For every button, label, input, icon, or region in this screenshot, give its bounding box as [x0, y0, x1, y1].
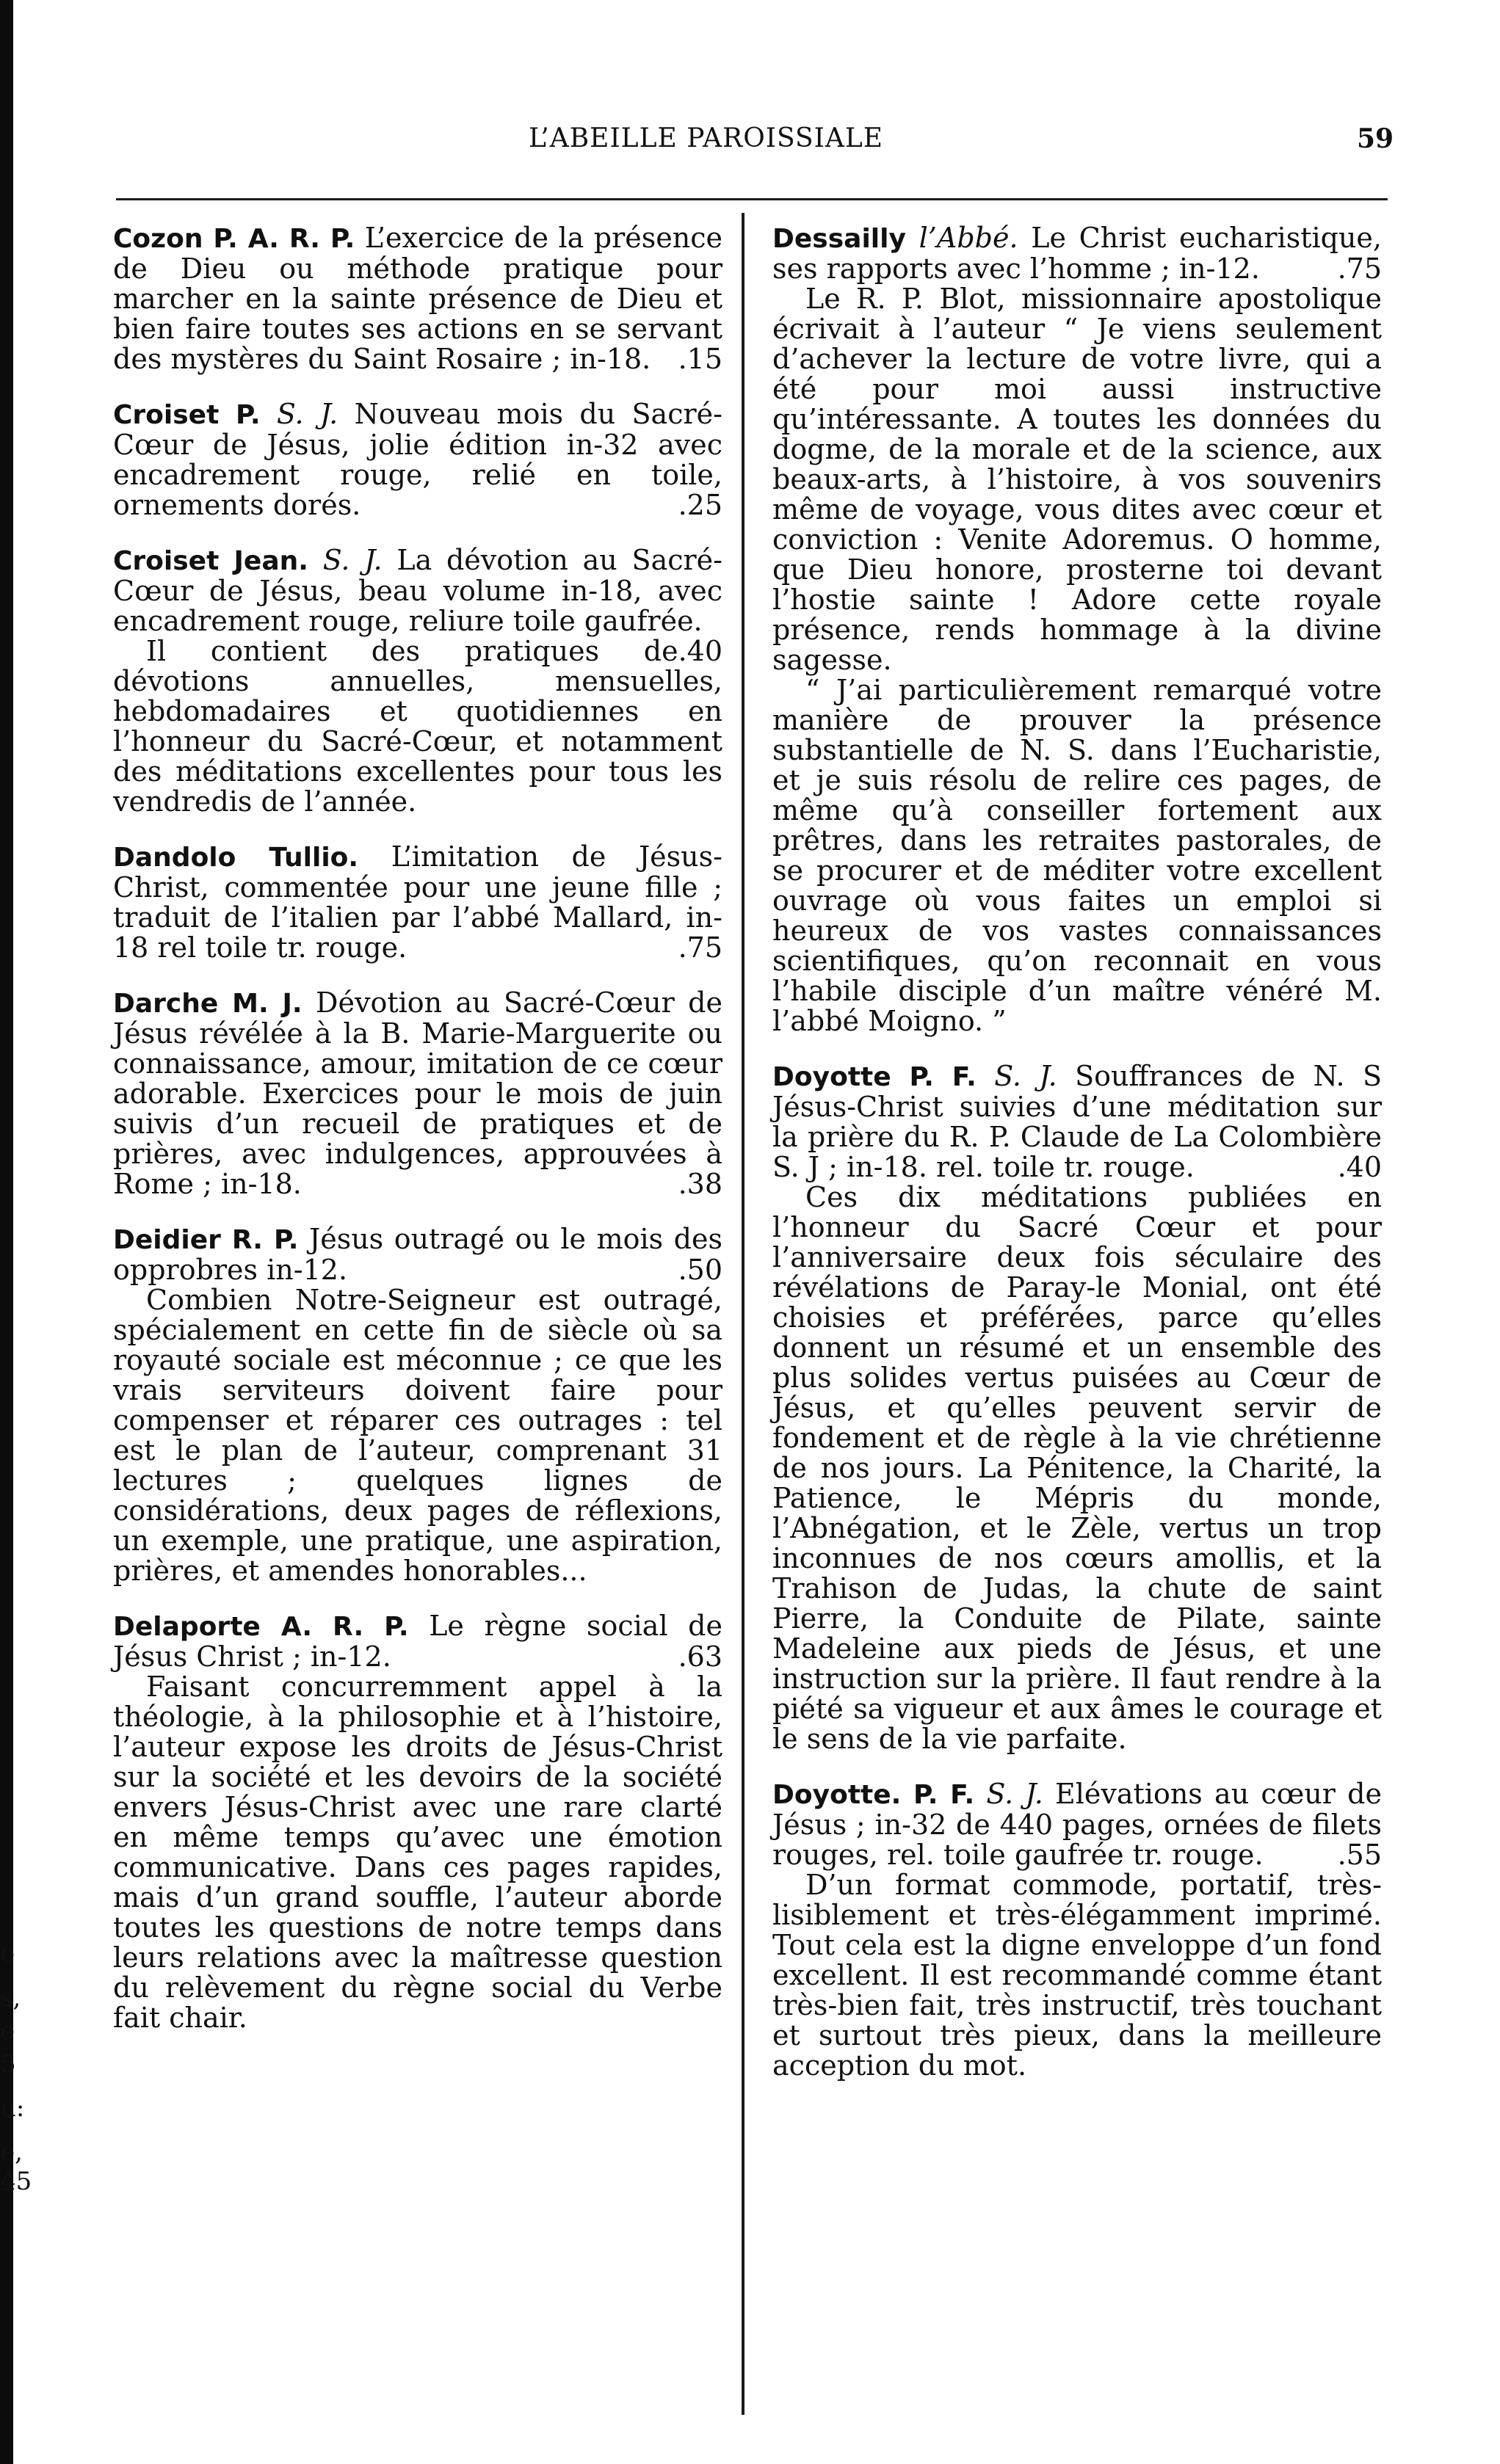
entry-text: La dévotion au Sacré-Cœur de Jésus, beau volume in-18, avec encadrement rouge, reliure toile gaufrée. [113, 544, 722, 637]
catalog-entry [772, 1061, 1382, 1754]
left-column [113, 223, 722, 2058]
entry-text: Faisant concurremment appel à la théologie, à la philosophie et à l’histoire, l’auteur expose les droits de Jésus-Christ sur la société et les devoirs de la société envers Jésus-Christ avec une rare clarté en même temps qu’avec une émotion communicative. Dans ces pages rapides, mais d’un grand souffle, l’auteur aborde toutes les questions de notre temps dans leurs relations avec la maîtresse question du relèvement du règne social du Verbe fait chair. [113, 1671, 722, 2034]
entry-author-note: S. J. [322, 544, 383, 576]
column-rule [742, 213, 744, 2415]
entry-description [113, 988, 722, 1199]
entry-author: Doyotte. P. F. [772, 1780, 975, 1810]
entry-price: .40 [678, 635, 722, 667]
margin-fragment: e [0, 1939, 15, 1969]
entry-commentary [772, 1870, 1382, 2081]
catalog-entry [113, 223, 722, 374]
entry-description [772, 1061, 1382, 1182]
entry-author: Croiset P. [113, 400, 261, 430]
entry-text: Jésus outragé ou le mois des opprobres in-12. [113, 1223, 722, 1286]
page-number: 59 [1357, 123, 1394, 154]
entry-text: Le règne social de Jésus Christ ; in-12. [113, 1610, 722, 1673]
entry-description [113, 399, 722, 520]
entry-price: .40 [1337, 1151, 1382, 1183]
entry-commentary [113, 1285, 722, 1586]
margin-fragment: 45 [0, 2167, 32, 2196]
entry-price: .15 [678, 343, 722, 375]
entry-author: Dessailly [772, 224, 906, 254]
entry-price: .25 [678, 489, 722, 521]
entry-price: .55 [1337, 1839, 1382, 1871]
margin-fragment: 5 [0, 2049, 16, 2079]
entry-description [113, 223, 722, 374]
margin-fragment: s, [0, 1983, 21, 2013]
catalog-entry [772, 1779, 1382, 2081]
catalog-entry [113, 399, 722, 520]
entry-commentary [113, 1672, 722, 2033]
entry-author: Dandolo Tullio. [113, 843, 359, 873]
entry-author: Doyotte P. F. [772, 1062, 977, 1092]
entry-text: “ J’ai particulièrement remarqué votre manière de prouver la présence substantielle de N. S. dans l’Eucharistie, et je suis résolu de relire ces pages, de même qu’à conseiller fortement aux prêtres, dans les retraites pastorales, de se procurer et de méditer votre excellent ouvrage où vous faites un emploi si heureux de vos vastes connaissances scientifiques, qu’on reconnait en vous l’habile disciple d’un maître vénéré M. l’abbé Moigno. ” [772, 674, 1382, 1037]
running-head: L’ABEILLE PAROISSIALE [529, 123, 884, 153]
entry-text: Nouveau mois du Sacré-Cœur de Jésus, jolie édition in-32 avec encadrement rouge, relié en toile, ornements dorés. [113, 398, 722, 521]
entry-author: Darche M. J. [113, 989, 302, 1019]
entry-author: Cozon P. A. R. P. [113, 224, 355, 254]
entry-description [113, 1611, 722, 1672]
entry-commentary [772, 1182, 1382, 1754]
entry-author: Croiset Jean. [113, 546, 308, 576]
entry-text: Combien Notre-Seigneur est outragé, spécialement en cette fin de siècle où sa royauté sociale est méconnue ; ce que les vrais serviteurs doivent faire pour compenser et réparer ces outrages : tel est le plan de l’auteur, comprenant 31 lectures ; quelques lignes de considérations, deux pages de réflexions, un exemple, une pratique, une aspiration, prières, et amendes honorables... [113, 1284, 722, 1587]
entry-text: L’exercice de la présence de Dieu ou méthode pratique pour marcher en la sainte présence de Dieu et bien faire toutes ses actions en se servant des mystères du Saint Rosaire ; in-18. [113, 222, 722, 375]
entry-author-note: l’Abbé. [919, 222, 1018, 254]
entry-commentary [772, 284, 1382, 675]
entry-text: Elévations au cœur de Jésus ; in-32 de 440 pages, ornées de filets rouges, rel. toile gaufrée tr. rouge. [772, 1778, 1382, 1871]
catalog-entry [113, 988, 722, 1199]
entry-commentary [772, 675, 1382, 1036]
entry-text: Le R. P. Blot, missionnaire apostolique écrivait à l’auteur “ Je viens seulement d’achever la lecture de votre livre, qui a été pour moi aussi instructive qu’intéressante. A toutes les données du dogme, de la morale et de la science, aux beaux-arts, à l’histoire, à vos souvenirs même de voyage, vous dites avec cœur et conviction : Venite Adoremus. O homme, que Dieu honore, prosterne toi devant l’hostie sainte ! Adore cette royale présence, rends hommage à la divine sagesse. [772, 283, 1382, 676]
entry-text: L’imitation de Jésus-Christ, commentée pour une jeune fille ; traduit de l’italien par l’abbé Mallard, in-18 rel toile tr. rouge. [113, 840, 722, 964]
entry-description [772, 223, 1382, 284]
entry-text: Dévotion au Sacré-Cœur de Jésus révélée à la B. Marie-Marguerite ou connaissance, amour, imitation de ce cœur adorable. Exercices pour le mois de juin suivis d’un recueil de pratiques et de prières, avec indulgences, approuvées à Rome ; in-18. [113, 986, 722, 1200]
entry-text: Il contient des pratiques de dévotions annuelles, mensuelles, hebdomadaires et quotidiennes en l’honneur du Sacré-Cœur, et notamment des méditations excellentes pour tous les vendredis de l’année. [113, 635, 722, 818]
right-column [772, 223, 1382, 2106]
entry-text: Souffrances de N. S Jésus-Christ suivies d’une méditation sur la prière du R. P. Claude de La Colombière S. J ; in-18. rel. toile tr. rouge. [772, 1060, 1382, 1183]
margin-fragment: u: [0, 2093, 25, 2123]
entry-author: Deidier R. P. [113, 1225, 299, 1255]
catalog-entry [113, 1611, 722, 2033]
entry-price: .38 [678, 1168, 722, 1200]
entry-commentary [113, 636, 722, 817]
catalog-entry [113, 1224, 722, 1586]
header-rule [116, 198, 1388, 200]
entry-description [113, 1224, 722, 1285]
catalog-entry [772, 223, 1382, 1036]
entry-author-note: S. J. [994, 1060, 1057, 1092]
margin-fragment: e [0, 2016, 15, 2046]
entry-description [772, 1779, 1382, 1870]
entry-price: .75 [678, 931, 722, 964]
entry-text: D’un format commode, portatif, très-lisiblement et très-élégamment imprimé. Tout cela est la digne enveloppe d’un fond excellent. Il est recommandé comme étant très-bien fait, très instructif, très touchant et surtout très pieux, dans la meilleure acception du mot. [772, 1869, 1382, 2082]
entry-author-note: S. J. [986, 1778, 1043, 1810]
entry-text: Ces dix méditations publiées en l’honneur du Sacré Cœur et pour l’anniversaire deux fois séculaire des révélations de Paray-le Monial, ont été choisies et préférées, parce qu’elles donnent un résumé et un ensemble des plus solides vertus puisées au Cœur de Jésus, et qu’elles peuvent servir de fondement et de règle à la vie chrétienne de nos jours. La Pénitence, la Charité, la Patience, le Mépris du monde, l’Abnégation, et le Zèle, vertus un trop inconnues de nos cœurs amollis, et la Trahison de Judas, la chute de saint Pierre, la Conduite de Pilate, sainte Madeleine aux pieds de Jésus, et une instruction sur la prière. Il faut rendre à la piété sa vigueur et aux âmes le courage et le sens de la vie parfaite. [772, 1181, 1382, 1755]
entry-text: Le Christ eucharistique, ses rapports avec l’homme ; in-12. [772, 222, 1382, 285]
entry-description [113, 544, 722, 667]
entry-author: Delaporte A. R. P. [113, 1612, 409, 1642]
entry-author-note: S. J. [276, 398, 338, 430]
catalog-entry [113, 545, 722, 817]
entry-price: .63 [678, 1640, 722, 1673]
margin-fragment: e, [0, 2137, 23, 2167]
entry-price: .50 [678, 1254, 722, 1286]
entry-price: .75 [1337, 252, 1382, 285]
catalog-entry [113, 842, 722, 963]
entry-description [113, 842, 722, 963]
